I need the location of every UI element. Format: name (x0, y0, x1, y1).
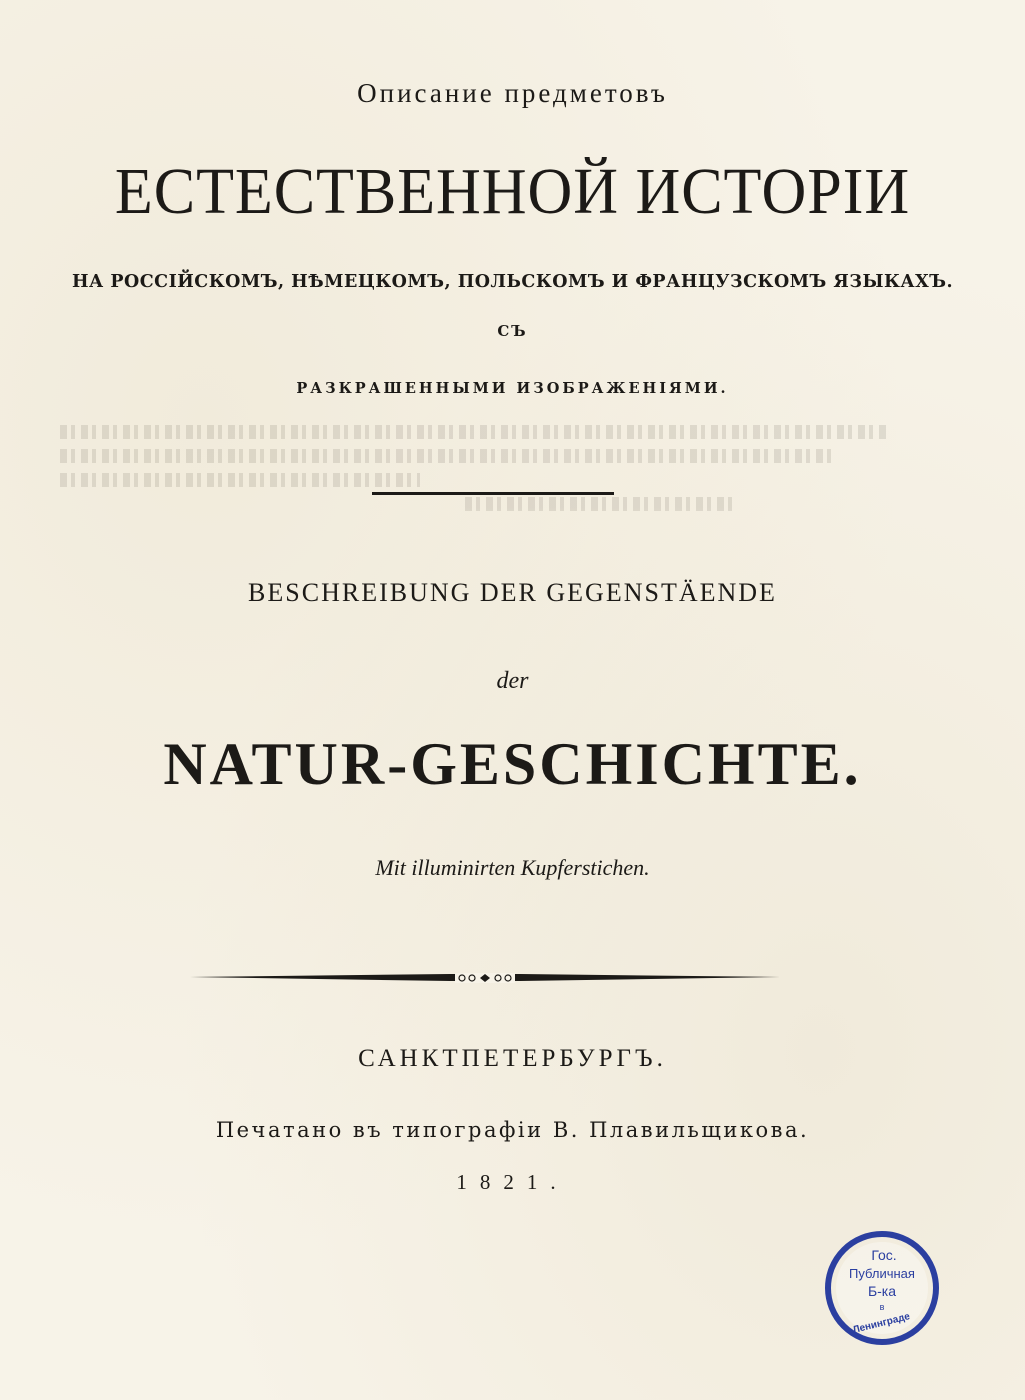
show-through-text (60, 415, 960, 585)
year-line: 1821. (456, 1170, 569, 1194)
library-stamp (822, 1228, 942, 1348)
with-line: СЪ (497, 322, 528, 340)
city-line: САНКТПЕТЕРБУРГЪ. (358, 1045, 667, 1072)
german-illustrations-line: Mit illuminirten Kupferstichen. (375, 855, 650, 880)
svg-text:в: в (879, 1302, 885, 1312)
subtitle-description: Описание предметовъ (357, 78, 668, 108)
svg-text:Б-ка: Б-ка (867, 1283, 897, 1299)
svg-text:Гос.: Гос. (871, 1247, 897, 1263)
main-title-german: NATUR-GESCHICHTE. (163, 731, 862, 797)
illustrations-line: РАЗКРАШЕННЫМИ ИЗОБРАЖЕНІЯМИ. (296, 380, 729, 397)
svg-text:Ленинграде: Ленинграде (851, 1311, 912, 1336)
german-der: der (496, 668, 529, 694)
divider-rule (372, 492, 614, 495)
svg-text:Публичная: Публичная (849, 1266, 915, 1281)
german-description: BESCHREIBUNG DER GEGENSTÄENDE (248, 578, 777, 607)
main-title-russian: ЕСТЕСТВЕННОЙ ИСТОРІИ (114, 155, 911, 228)
ornamental-rule (190, 964, 780, 994)
printer-line: Печатано въ типографіи В. Плавильщикова. (215, 1118, 810, 1142)
languages-line: НА РОССІЙСКОМЪ, НѢМЕЦКОМЪ, ПОЛЬСКОМЪ И ФРАНЦУЗСКОМЪ ЯЗЫКАХЪ. (71, 272, 954, 292)
